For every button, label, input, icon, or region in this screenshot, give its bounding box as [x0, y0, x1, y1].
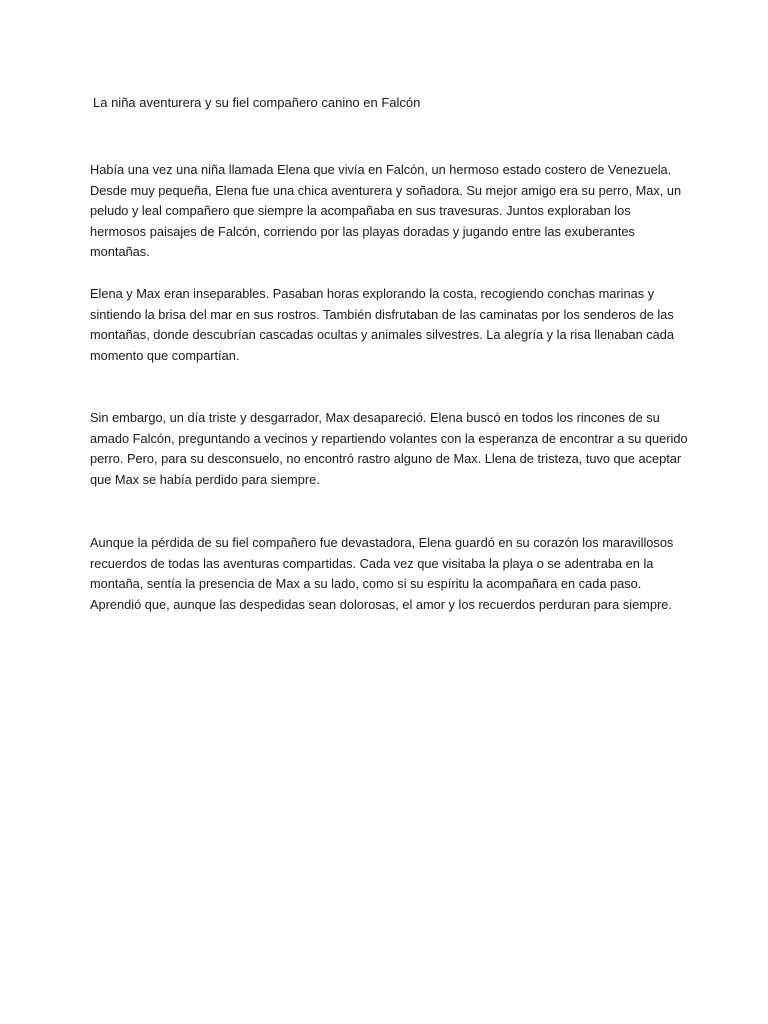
document-title: La niña aventurera y su fiel compañero canino en Falcón	[93, 95, 421, 110]
paragraph-2: Elena y Max eran inseparables. Pasaban horas explorando la costa, recogiendo conchas marinas y sintiendo la brisa del mar en sus rostros. También disfrutaban de las caminatas por los senderos de las montañas, donde descubrían cascadas ocultas y animales silvestres. La alegría y la risa llenaban cada momento que compartían.	[90, 286, 675, 363]
paragraph-3: Sin embargo, un día triste y desgarrador, Max desapareció. Elena buscó en todos los rincones de su amado Falcón, preguntando a vecinos y repartiendo volantes con la esperanza de encontrar a su querido perro. Pero, para su desconsuelo, no encontró rastro alguno de Max. Llena de tristeza, tuvo que aceptar que Max se había perdido para siempre.	[90, 410, 688, 487]
paragraph-4: Aunque la pérdida de su fiel compañero fue devastadora, Elena guardó en su corazón los maravillosos recuerdos de todas las aventuras compartidas. Cada vez que visitaba la playa o se adentraba en la montaña, sentía la presencia de Max a su lado, como si su espíritu la acompañara en cada paso. Aprendió que, aunque las despedidas sean dolorosas, el amor y los recuerdos perduran para siempre.	[90, 535, 674, 612]
paragraph-1: Había una vez una niña llamada Elena que vivía en Falcón, un hermoso estado costero de Venezuela. Desde muy pequeña, Elena fue una chica aventurera y soñadora. Su mejor amigo era su perro, Max, un peludo y leal compañero que siempre la acompañaba en sus travesuras. Juntos exploraban los hermosos paisajes de Falcón, corriendo por las playas doradas y jugando entre las exuberantes montañas.	[90, 162, 682, 259]
